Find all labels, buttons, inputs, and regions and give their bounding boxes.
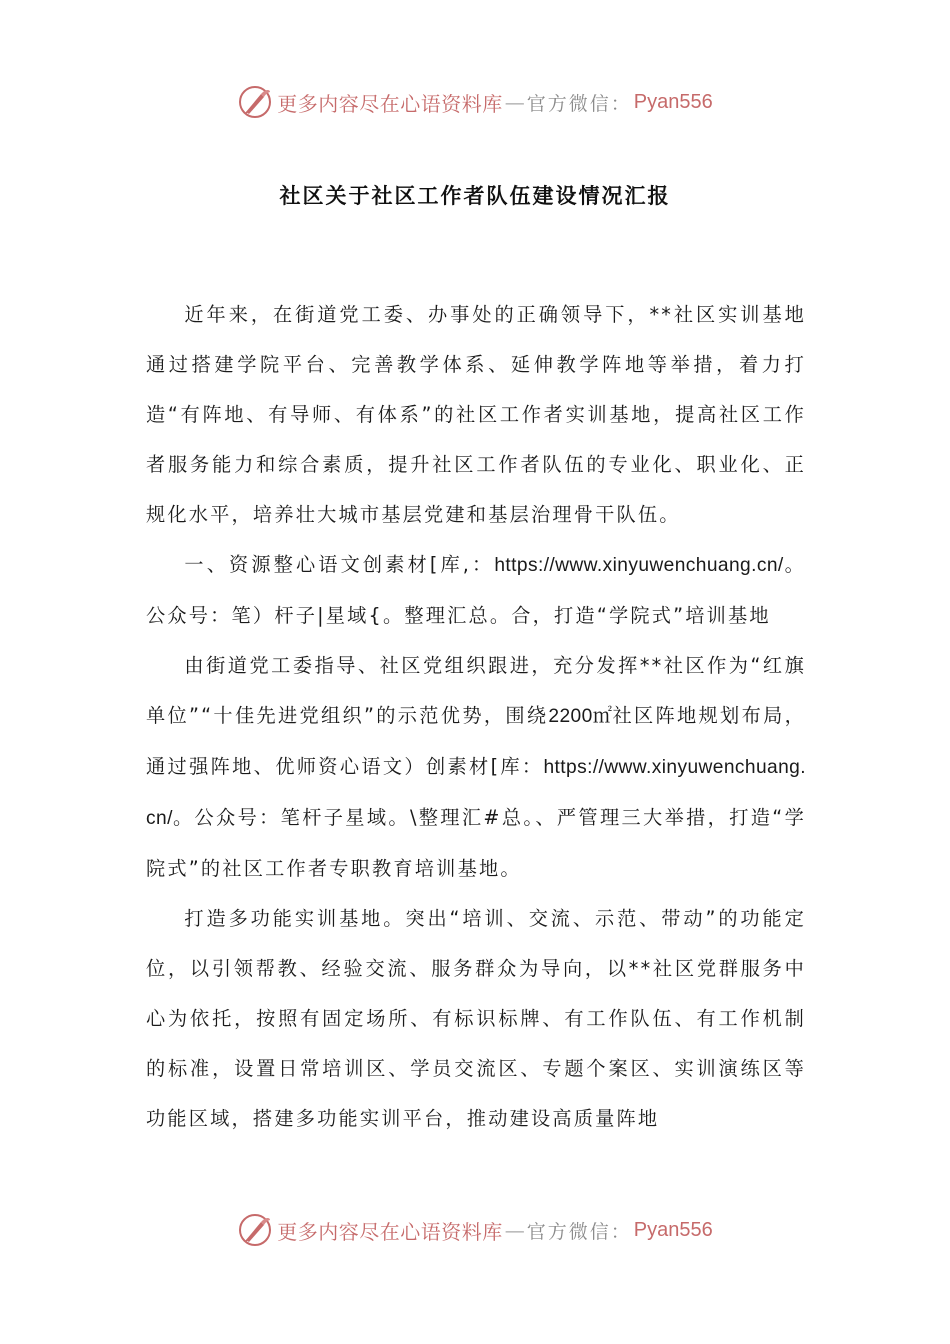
watermark-dash: —: [504, 1218, 525, 1242]
document-body: [146, 290, 806, 1144]
watermark-wechat-label: 官方微信：: [526, 92, 632, 115]
paragraph-intro: 近年来，在街道党工委、办事处的正确领导下，**社区实训基地通过搭建学院平台、完善教学体系、延伸教学阵地等举措，着力打造“有阵地、有导师、有体系”的社区工作者实训基地，提高社区工作者服务能力和综合素质，提升社区工作者队伍的专业化、职业化、正规化水平，培养壮大城市基层党建和基层治理骨干队伍。: [146, 303, 806, 526]
quill-pen-icon: [237, 84, 273, 120]
heading-text-a: 一、资源整心语文创素材[库,：: [184, 553, 495, 576]
quill-pen-icon: [237, 1212, 273, 1248]
area-value: 2200㎡: [548, 706, 613, 727]
paragraph-guidance: [146, 641, 806, 894]
watermark-banner-bottom: [0, 1208, 950, 1252]
watermark-wechat-id: Pyan556: [633, 90, 713, 113]
guidance-text-a: 由街道党工委指导、社区党组织跟进，充分发挥**社区作为“红旗单位”“十佳先进党组织”的示范优势，围绕: [146, 654, 806, 727]
guidance-text-b: 社区阵地规划布局，通过强阵地、优师资心语文）创素材[库：: [146, 704, 806, 778]
url-link-2: https://www.xinyuwenchuang.cn/: [146, 757, 806, 829]
heading-text-b: 。公众号：笔）杆子|星域{。整理汇总。合，打造“学院式”培训基地: [146, 553, 806, 627]
watermark-wechat-label: 官方微信：: [526, 1220, 632, 1243]
watermark-wechat-id: Pyan556: [633, 1218, 713, 1241]
guidance-text-c: 。公众号：笔杆子星域。\整理汇#总。、严管理三大举措，打造“学院式”的社区工作者专职教育培训基地。: [146, 806, 806, 880]
paragraph-section-heading: [146, 540, 806, 641]
watermark-main-text: 更多内容尽在心语资料库: [277, 91, 503, 116]
watermark-dash: —: [504, 90, 525, 114]
watermark-banner-top: [0, 80, 950, 124]
watermark-main-text: 更多内容尽在心语资料库: [277, 1219, 503, 1244]
document-title: 社区关于社区工作者队伍建设情况汇报: [279, 184, 671, 208]
paragraph-multifunction-base: 打造多功能实训基地。突出“培训、交流、示范、带动”的功能定位，以引领帮教、经验交流、服务群众为导向，以**社区党群服务中心为依托，按照有固定场所、有标识标牌、有工作队伍、有工作机制的标准，设置日常培训区、学员交流区、专题个案区、实训演练区等功能区域，搭建多功能实训平台，推动建设高质量阵地: [146, 907, 806, 1130]
url-link: https://www.xinyuwenchuang.cn/: [494, 555, 784, 576]
